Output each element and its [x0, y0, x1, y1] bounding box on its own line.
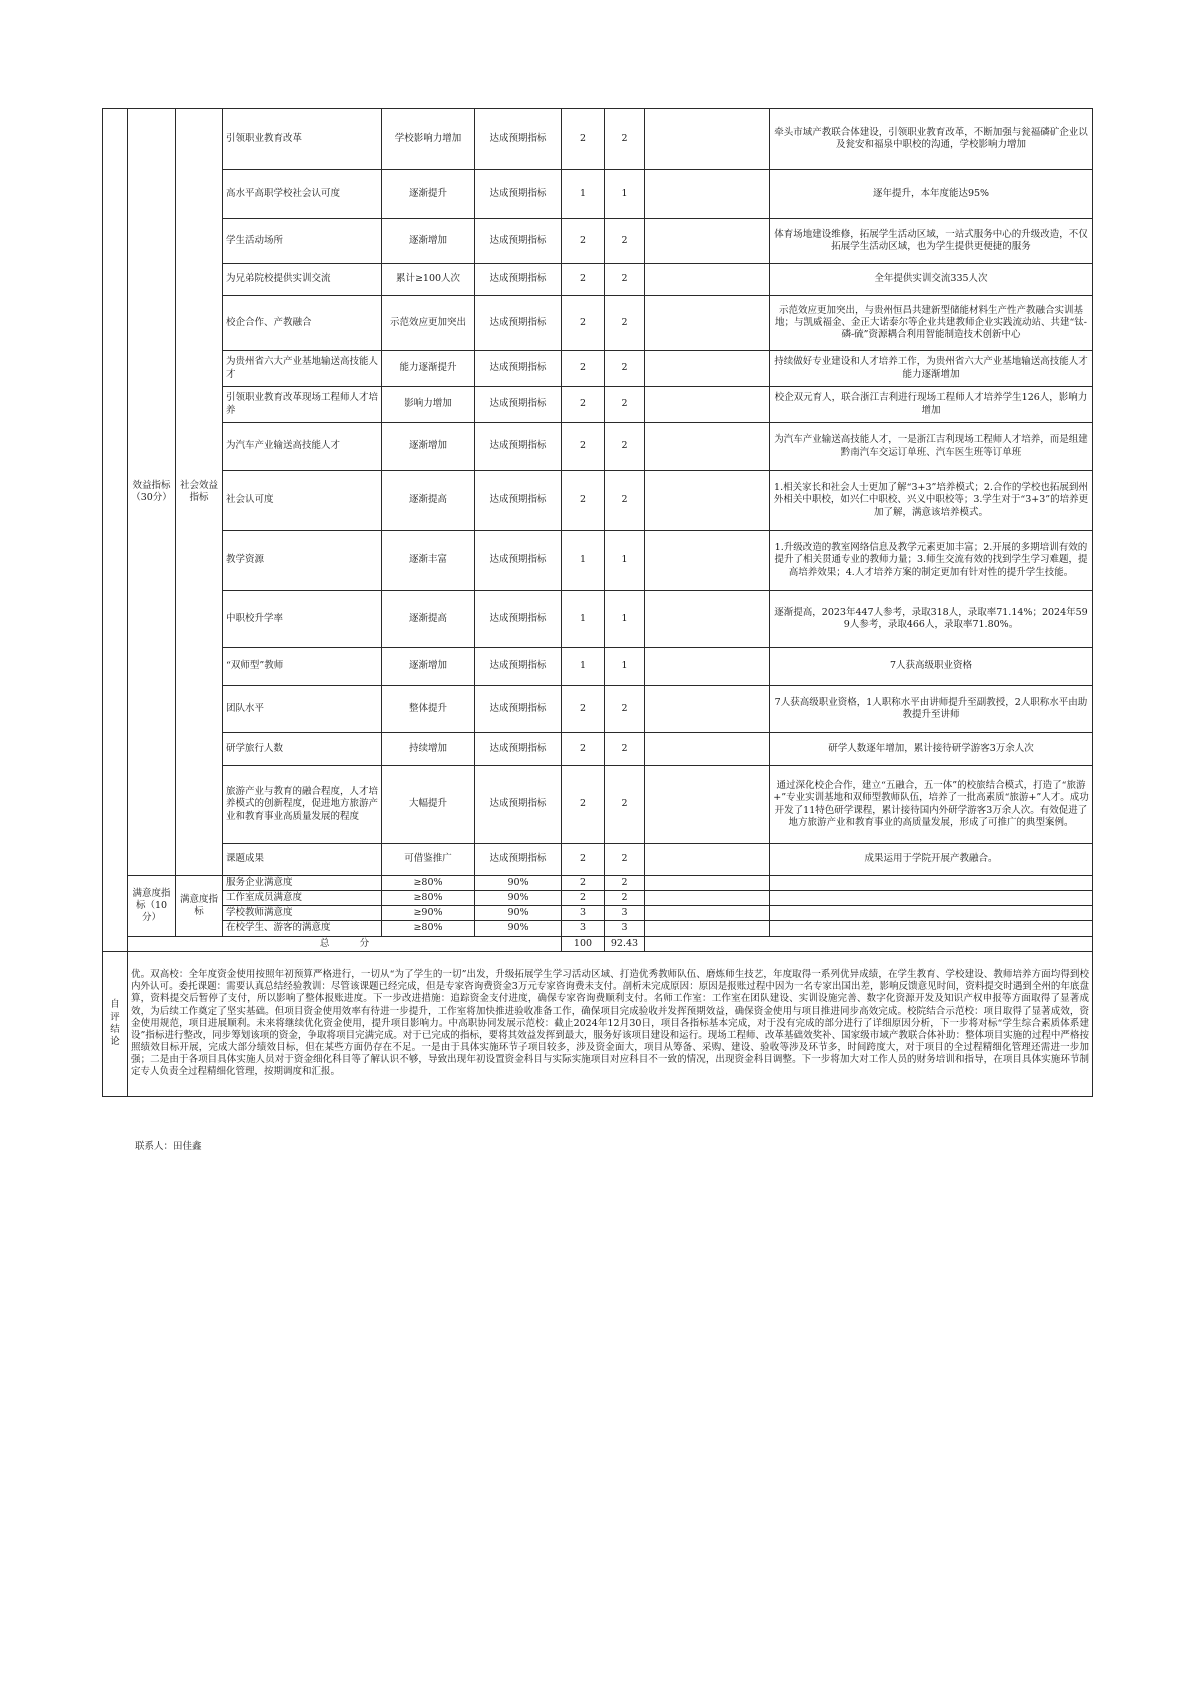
- indicator-name: 团队水平: [223, 686, 382, 733]
- indicator-name: 校企合作、产教融合: [223, 296, 382, 351]
- indicator-weight: 1: [562, 531, 605, 591]
- indicator-weight: 2: [562, 423, 605, 471]
- indicator-reason: [645, 109, 770, 170]
- indicator-name: 服务企业满意度: [223, 876, 382, 891]
- table-row: [103, 733, 1093, 766]
- table-row: [103, 264, 1093, 296]
- satisfaction-second-level: 满意度指标: [176, 876, 223, 937]
- table-row: [103, 844, 1093, 876]
- blank-left-column: [103, 109, 128, 952]
- indicator-actual: 达成预期指标: [475, 844, 562, 876]
- indicator-name: 引领职业教育改革: [223, 109, 382, 170]
- indicator-target: ≥90%: [382, 906, 475, 921]
- indicator-note: 研学人数逐年增加，累计接待研学游客3万余人次: [770, 733, 1093, 766]
- indicator-target: 可借鉴推广: [382, 844, 475, 876]
- indicator-name: 学生活动场所: [223, 219, 382, 264]
- indicator-target: 整体提升: [382, 686, 475, 733]
- indicator-score: 2: [605, 219, 645, 264]
- total-label: 总 分: [128, 936, 562, 951]
- performance-table: [102, 108, 1093, 1097]
- indicator-name: 课题成果: [223, 844, 382, 876]
- indicator-name: 社会认可度: [223, 471, 382, 531]
- indicator-reason: [645, 591, 770, 648]
- indicator-note: 7人获高级职业资格: [770, 648, 1093, 686]
- total-empty: [645, 936, 1093, 951]
- indicator-weight: 2: [562, 766, 605, 844]
- table-row: [103, 591, 1093, 648]
- indicator-actual: 达成预期指标: [475, 531, 562, 591]
- conclusion-text: 优。双高校：全年度资金使用按照年初预算严格进行，一切从“为了学生的一切”出发，升级拓展学生学习活动区域、打造优秀教师队伍、磨炼师生技艺，年度取得一系列优异成绩，在学生教育、学校建设、教师培养方面均得到校内外认可。委托课题：需要认真总结经验教训：尽管该课题已经完成，但是专家咨询费资金3万元专家咨询费未支付。剖析未完成原因：原因是报账过程中因为一名专家出国出差，影响反馈意见时间，资料提交时遇到全州的年底盘算，资料提交后暂停了支付，所以影响了整体报账进度。下一步改进措施：追踪资金支付进度，确保专家咨询费顺利支付。名师工作室：工作室在团队建设、实训设施完善、数字化资源开发及知识产权申报等方面取得了显著成效，为后续工作奠定了坚实基础。但项目资金使用效率有待进一步提升，工作室将加快推进验收准备工作，确保项目完成验收并发挥预期效益，确保资金使用与项目推进同步高效完成。校院结合示范校：项目取得了显著成效，资金使用规范，项目进展顺利。未来将继续优化资金使用，提升项目影响力。中高职协同发展示范校：截止2024年12月30日，项目各指标基本完成，对于没有完成的部分进行了详细原因分析，下一步将对标“学生综合素质体系建设”指标进行整改，同步筹划该项的资金，争取将项目完满完成。对于已完成的指标，要将其效益发挥到最大，服务好该项目建设和运行。现场工程师、改革基础效奖补、国家级市域产教联合体补助：整体项目实施的过程中严格按照绩效目标开展，完成大部分绩效目标，但在某些方面仍存在不足。一是由于具体实施环节子项目较多，涉及资金面大，项目从筹备、采购、建设、验收等涉及环节多，时间跨度大，对于项目的全过程精细化管理还需进一步加强；二是由于各项目具体实施人员对于资金细化科目等了解认识不够，导致出现年初设置资金科目与实际实施项目对应科目不一致的情况，出现资金科目调整。下一步将加大对工作人员的财务培训和指导，在项目具体实施环节制定专人负责全过程精细化管理，按期调度和汇报。: [128, 951, 1093, 1096]
- indicator-actual: 达成预期指标: [475, 109, 562, 170]
- indicator-score: 1: [605, 170, 645, 219]
- indicator-note: [770, 876, 1093, 891]
- indicator-note: 7人获高级职业资格，1人职称水平由讲师提升至副教授，2人职称水平由助教提升至讲师: [770, 686, 1093, 733]
- indicator-actual: 达成预期指标: [475, 264, 562, 296]
- indicator-reason: [645, 891, 770, 906]
- indicator-name: 学校教师满意度: [223, 906, 382, 921]
- indicator-name: 旅游产业与教育的融合程度，人才培养模式的创新程度，促进地方旅游产业和教育事业高质量发展的程度: [223, 766, 382, 844]
- indicator-target: 逐渐提高: [382, 471, 475, 531]
- indicator-actual: 达成预期指标: [475, 387, 562, 423]
- indicator-weight: 2: [562, 844, 605, 876]
- indicator-name: “双师型”教师: [223, 648, 382, 686]
- indicator-weight: 1: [562, 648, 605, 686]
- indicator-weight: 2: [562, 686, 605, 733]
- indicator-actual: 达成预期指标: [475, 351, 562, 387]
- indicator-target: ≥80%: [382, 921, 475, 936]
- indicator-score: 1: [605, 531, 645, 591]
- satisfaction-first-level: 满意度指标（10分）: [128, 876, 176, 937]
- indicator-actual: 达成预期指标: [475, 471, 562, 531]
- indicator-weight: 2: [562, 387, 605, 423]
- conclusion-row: [103, 951, 1093, 1096]
- indicator-target: 逐渐提升: [382, 170, 475, 219]
- indicator-target: ≥80%: [382, 891, 475, 906]
- indicator-note: [770, 921, 1093, 936]
- indicator-actual: 达成预期指标: [475, 591, 562, 648]
- indicator-score: 3: [605, 921, 645, 936]
- indicator-name: 为贵州省六大产业基地输送高技能人才: [223, 351, 382, 387]
- indicator-score: 2: [605, 686, 645, 733]
- indicator-score: 2: [605, 891, 645, 906]
- indicator-note: 通过深化校企合作，建立“五融合，五一体”的校旅结合模式，打造了“旅游+”专业实训基地和双师型教师队伍，培养了一批高素质“旅游+”人才。成功开发了11特色研学课程，累计接待国内外研学游客3万余人次。有效促进了地方旅游产业和教育事业的高质量发展，形成了可推广的典型案例。: [770, 766, 1093, 844]
- indicator-note: 1.相关家长和社会人士更加了解“3+3”培养模式；2.合作的学校也拓展到州外相关中职校，如兴仁中职校、兴义中职校等；3.学生对于“3+3”的培养更加了解，满意该培养模式。: [770, 471, 1093, 531]
- indicator-note: [770, 906, 1093, 921]
- indicator-name: 在校学生、游客的满意度: [223, 921, 382, 936]
- indicator-actual: 90%: [475, 876, 562, 891]
- table-row: [103, 109, 1093, 170]
- table-row: [103, 471, 1093, 531]
- indicator-score: 1: [605, 648, 645, 686]
- indicator-score: 2: [605, 876, 645, 891]
- indicator-note: 逐渐提高，2023年447人参考，录取318人，录取率71.14%；2024年599人参考，录取466人，录取率71.80%。: [770, 591, 1093, 648]
- indicator-reason: [645, 648, 770, 686]
- indicator-target: 逐渐增加: [382, 219, 475, 264]
- indicator-score: 2: [605, 733, 645, 766]
- total-score: 92.43: [605, 936, 645, 951]
- indicator-target: 逐渐提高: [382, 591, 475, 648]
- indicator-score: 2: [605, 296, 645, 351]
- indicator-score: 3: [605, 906, 645, 921]
- indicator-actual: 达成预期指标: [475, 686, 562, 733]
- indicator-score: 2: [605, 766, 645, 844]
- table-row: [103, 531, 1093, 591]
- indicator-note: 为汽车产业输送高技能人才，一是浙江吉利现场工程师人才培养，而是组建黔南汽车交运订单班、汽车医生班等订单班: [770, 423, 1093, 471]
- indicator-actual: 达成预期指标: [475, 296, 562, 351]
- indicator-score: 2: [605, 351, 645, 387]
- indicator-reason: [645, 264, 770, 296]
- indicator-actual: 达成预期指标: [475, 423, 562, 471]
- indicator-weight: 3: [562, 921, 605, 936]
- indicator-target: 学校影响力增加: [382, 109, 475, 170]
- indicator-weight: 1: [562, 170, 605, 219]
- satisfaction-row: [103, 921, 1093, 936]
- indicator-actual: 90%: [475, 891, 562, 906]
- indicator-note: 牵头市域产教联合体建设，引领职业教育改革，不断加强与瓮福磷矿企业以及瓮安和福泉中职校的沟通，学校影响力增加: [770, 109, 1093, 170]
- table-row: [103, 766, 1093, 844]
- indicator-name: 教学资源: [223, 531, 382, 591]
- indicator-target: 逐渐丰富: [382, 531, 475, 591]
- indicator-name: 高水平高职学校社会认可度: [223, 170, 382, 219]
- indicator-weight: 2: [562, 471, 605, 531]
- contact-person: 联系人：田佳鑫: [135, 1141, 202, 1152]
- indicator-score: 2: [605, 109, 645, 170]
- indicator-weight: 2: [562, 109, 605, 170]
- satisfaction-row: [103, 876, 1093, 891]
- indicator-name: 研学旅行人数: [223, 733, 382, 766]
- indicator-score: 2: [605, 844, 645, 876]
- indicator-weight: 2: [562, 351, 605, 387]
- indicator-reason: [645, 686, 770, 733]
- indicator-note: 全年提供实训交流335人次: [770, 264, 1093, 296]
- indicator-note: 逐年提升，本年度能达95%: [770, 170, 1093, 219]
- indicator-score: 1: [605, 591, 645, 648]
- indicator-weight: 2: [562, 264, 605, 296]
- indicator-reason: [645, 876, 770, 891]
- indicator-weight: 2: [562, 876, 605, 891]
- indicator-reason: [645, 531, 770, 591]
- indicator-target: 能力逐渐提升: [382, 351, 475, 387]
- first-level-indicator: 效益指标（30分）: [128, 109, 176, 876]
- indicator-score: 2: [605, 264, 645, 296]
- indicator-score: 2: [605, 387, 645, 423]
- indicator-actual: 达成预期指标: [475, 170, 562, 219]
- indicator-reason: [645, 733, 770, 766]
- indicator-note: 成果运用于学院开展产教融合。: [770, 844, 1093, 876]
- indicator-target: 逐渐增加: [382, 648, 475, 686]
- indicator-reason: [645, 471, 770, 531]
- table-row: [103, 170, 1093, 219]
- satisfaction-row: [103, 906, 1093, 921]
- table-row: [103, 648, 1093, 686]
- indicator-weight: 2: [562, 733, 605, 766]
- table-row: [103, 296, 1093, 351]
- indicator-weight: 2: [562, 219, 605, 264]
- indicator-target: 持续增加: [382, 733, 475, 766]
- total-weight: 100: [562, 936, 605, 951]
- indicator-reason: [645, 921, 770, 936]
- total-row: [103, 936, 1093, 951]
- indicator-weight: 1: [562, 591, 605, 648]
- indicator-target: 影响力增加: [382, 387, 475, 423]
- indicator-note: 校企双元育人，联合浙江吉利进行现场工程师人才培养学生126人，影响力增加: [770, 387, 1093, 423]
- indicator-reason: [645, 766, 770, 844]
- indicator-weight: 2: [562, 296, 605, 351]
- indicator-actual: 达成预期指标: [475, 766, 562, 844]
- indicator-reason: [645, 906, 770, 921]
- indicator-note: 持续做好专业建设和人才培养工作，为贵州省六大产业基地输送高技能人才能力逐渐增加: [770, 351, 1093, 387]
- indicator-name: 为汽车产业输送高技能人才: [223, 423, 382, 471]
- indicator-actual: 达成预期指标: [475, 219, 562, 264]
- indicator-reason: [645, 296, 770, 351]
- indicator-name: 中职校升学率: [223, 591, 382, 648]
- table-row: [103, 686, 1093, 733]
- indicator-actual: 90%: [475, 921, 562, 936]
- table-row: [103, 387, 1093, 423]
- indicator-reason: [645, 844, 770, 876]
- indicator-actual: 达成预期指标: [475, 733, 562, 766]
- indicator-weight: 3: [562, 906, 605, 921]
- table-row: [103, 423, 1093, 471]
- indicator-actual: 90%: [475, 906, 562, 921]
- indicator-reason: [645, 219, 770, 264]
- indicator-note: 示范效应更加突出，与贵州恒昌共建新型储能材料生产性产教融合实训基地；与凯威福金、金正大诺泰尔等企业共建教师企业实践流动站、共建“钛-磷-硫”资源耦合利用智能制造技术创新中心: [770, 296, 1093, 351]
- indicator-reason: [645, 423, 770, 471]
- satisfaction-row: [103, 891, 1093, 906]
- indicator-weight: 2: [562, 891, 605, 906]
- indicator-note: [770, 891, 1093, 906]
- indicator-target: 逐渐增加: [382, 423, 475, 471]
- indicator-score: 2: [605, 423, 645, 471]
- indicator-target: ≥80%: [382, 876, 475, 891]
- indicator-target: 大幅提升: [382, 766, 475, 844]
- indicator-name: 工作室成员满意度: [223, 891, 382, 906]
- indicator-name: 引领职业教育改革现场工程师人才培养: [223, 387, 382, 423]
- conclusion-label: 自评结论: [103, 951, 128, 1096]
- second-level-indicator: 社会效益指标: [176, 109, 223, 876]
- indicator-note: 1.升级改造的教室网络信息及教学元素更加丰富；2.开展的多期培训有效的提升了相关贯通专业的教师力量；3.师生交流有效的找到学生学习难题，提高培养效果；4.人才培养方案的制定更加有针对性的提升学生技能。: [770, 531, 1093, 591]
- indicator-score: 2: [605, 471, 645, 531]
- indicator-reason: [645, 170, 770, 219]
- indicator-note: 体育场地建设维修，拓展学生活动区域，一站式服务中心的升级改造，不仅拓展学生活动区域，也为学生提供更便捷的服务: [770, 219, 1093, 264]
- table-row: [103, 351, 1093, 387]
- indicator-actual: 达成预期指标: [475, 648, 562, 686]
- table-row: [103, 219, 1093, 264]
- indicator-reason: [645, 387, 770, 423]
- indicator-name: 为兄弟院校提供实训交流: [223, 264, 382, 296]
- indicator-target: 累计≥100人次: [382, 264, 475, 296]
- indicator-target: 示范效应更加突出: [382, 296, 475, 351]
- indicator-reason: [645, 351, 770, 387]
